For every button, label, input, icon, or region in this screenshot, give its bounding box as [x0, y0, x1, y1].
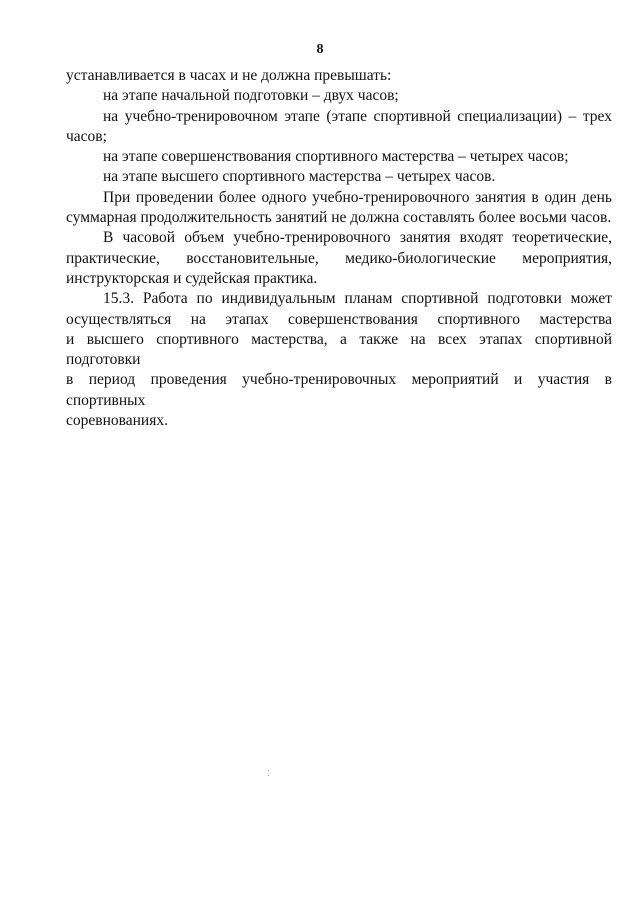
text-line: суммарная продолжительность занятий не должна составлять более восьми часов. — [66, 209, 612, 227]
text-line: инструкторская и судейская практика. — [66, 269, 318, 287]
text-line: в период проведения учебно-тренировочных мероприятий и участия в спортивных — [66, 371, 612, 409]
text-line: на этапе совершенствования спортивного мастерства – четырех часов; — [103, 148, 569, 166]
paragraph-1 — [66, 66, 612, 86]
paragraph-3 — [66, 107, 612, 148]
text-line: осуществляться на этапах совершенствования спортивного мастерства — [66, 310, 612, 328]
text-line: При проведении более одного учебно-тренировочного занятия в один день — [103, 188, 612, 206]
text-line: и высшего спортивного мастерства, а также на всех этапах спортивной подготовки — [66, 330, 612, 369]
text-line: В часовой объем учебно-тренировочного занятия входят теоретические, — [103, 229, 612, 247]
paragraph-4 — [66, 147, 612, 167]
paragraph-8 — [66, 289, 612, 431]
paragraph-7 — [66, 228, 612, 289]
text-line: часов; — [66, 127, 107, 145]
text-line: устанавливается в часах и не должна превышать: — [66, 67, 392, 84]
paragraph-2 — [66, 86, 612, 106]
text-line: на этапе высшего спортивного мастерства – четырех часов. — [103, 168, 496, 186]
paragraph-6 — [66, 188, 612, 229]
scan-artifact — [268, 775, 269, 776]
text-line: на учебно-тренировочном этапе (этапе спортивной специализации) – трех — [103, 107, 612, 125]
scan-artifact — [268, 770, 269, 771]
text-line: соревнованиях. — [66, 412, 168, 430]
text-line: на этапе начальной подготовки – двух часов; — [103, 87, 399, 105]
document-body — [66, 66, 612, 431]
text-line: практические, восстановительные, медико-биологические мероприятия, — [66, 249, 612, 267]
text-line: 15.3. Работа по индивидуальным планам спортивной подготовки может — [103, 290, 612, 308]
paragraph-5 — [66, 167, 612, 187]
page-number: 8 — [316, 42, 324, 57]
